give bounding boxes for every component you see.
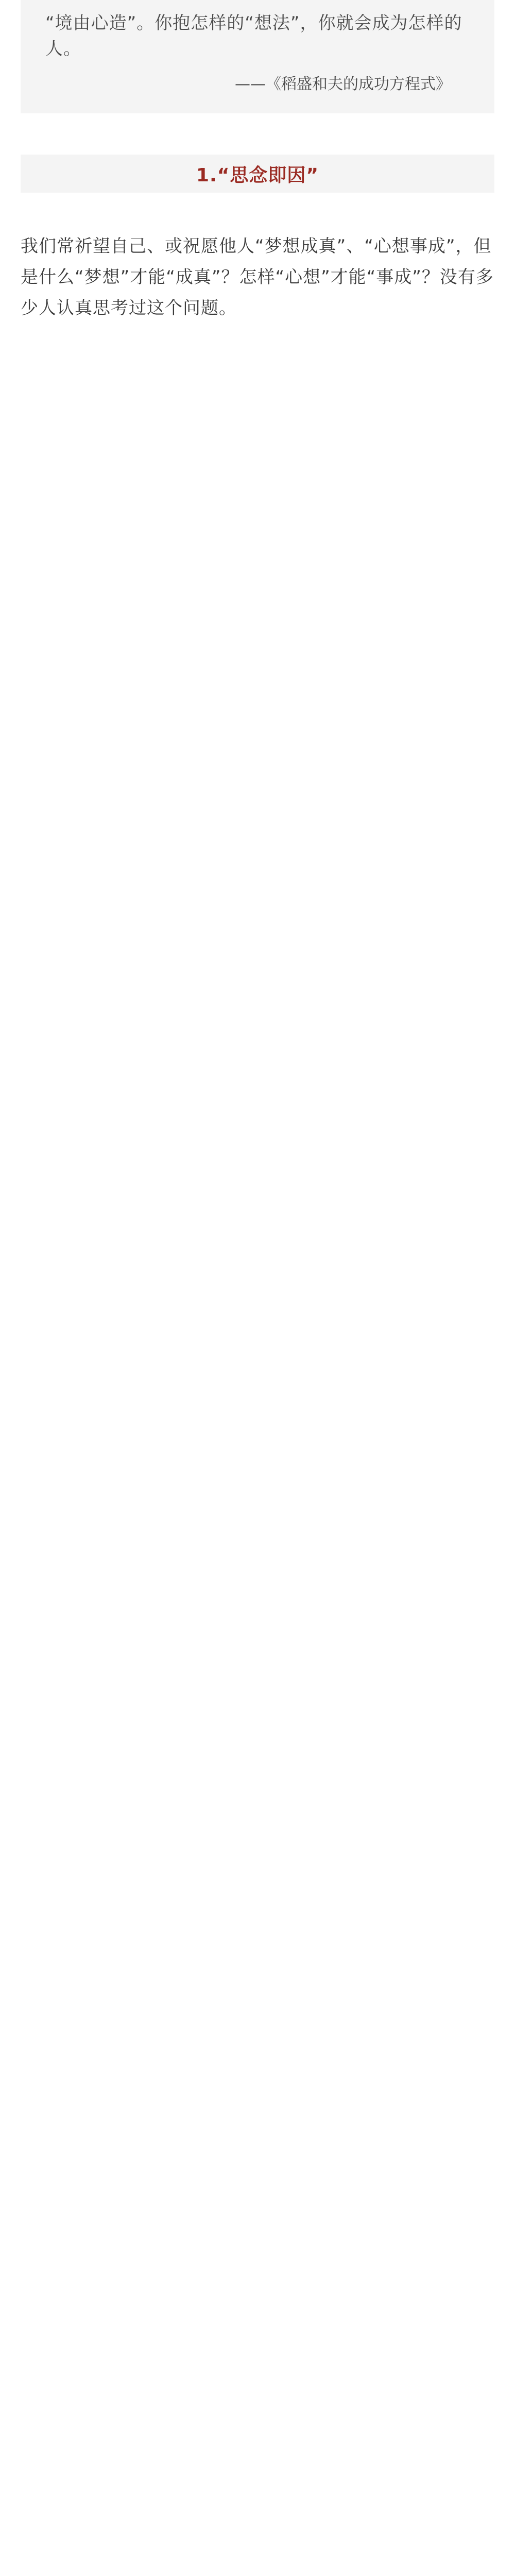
section-title: 1.“思念即因” [196,164,319,186]
intro-quote-box [21,0,494,113]
intro-quote-source: ——《稻盛和夫的成功方程式》 [235,75,451,93]
intro-quote-text: “境由心造”。你抱怎样的“想法”，你就会成为怎样的人。 [45,13,462,59]
section-heading-1 [21,155,494,193]
paragraph: 我们常祈望自己、或祝愿他人“梦想成真”、“心想事成”，但是什么“梦想”才能“成真”？怎样“心想”才能“事成”？没有多少人认真思考过这个问题。 [21,236,494,318]
